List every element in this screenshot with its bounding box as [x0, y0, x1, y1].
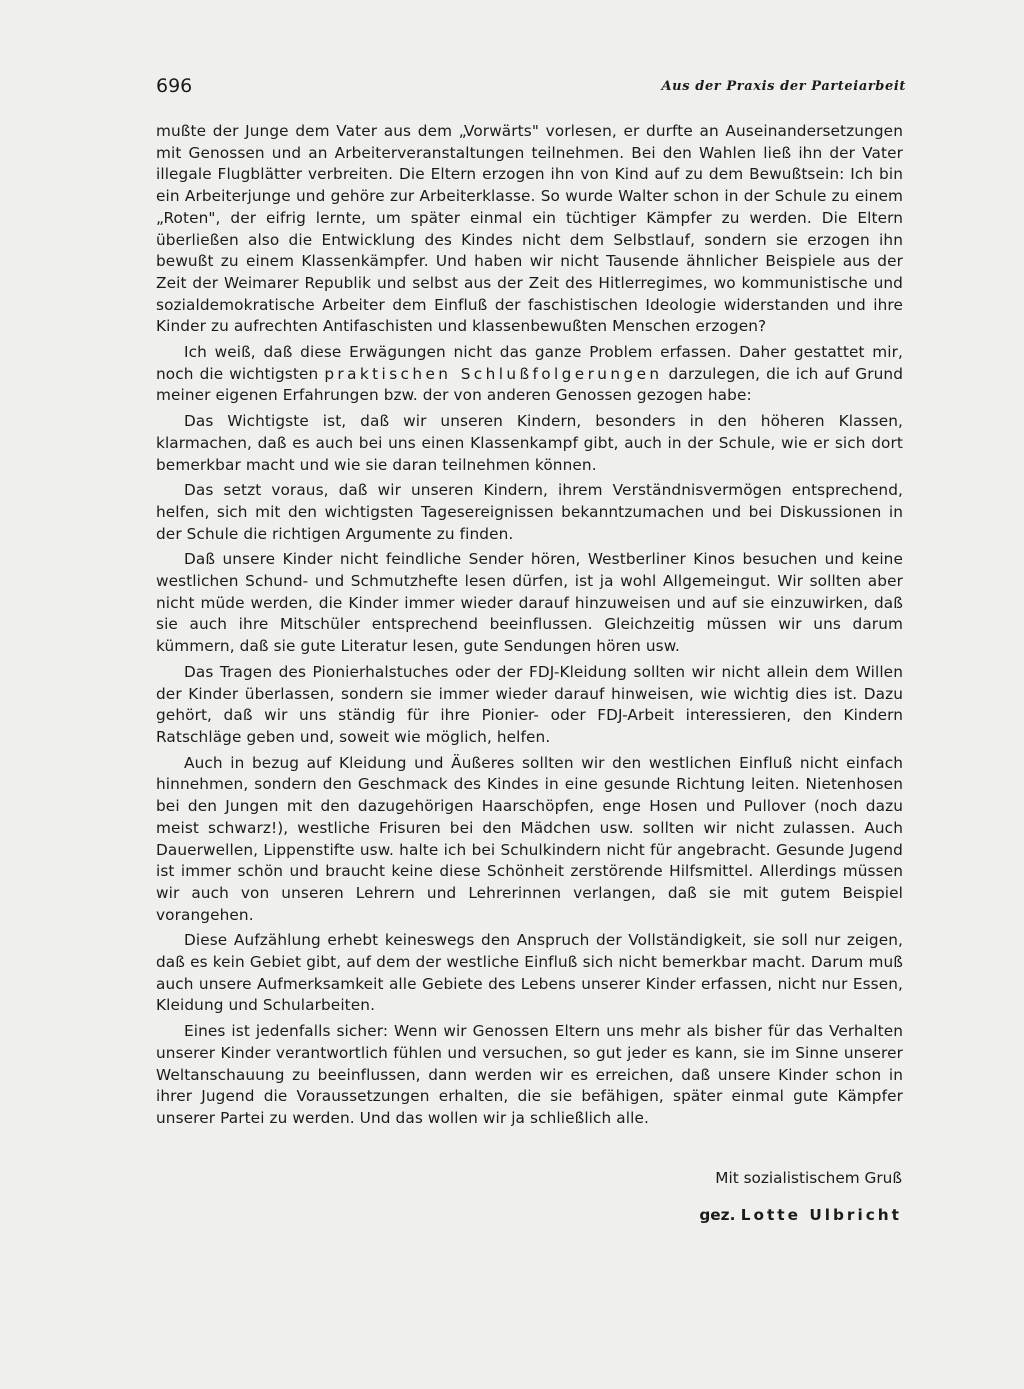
closing-greeting: Mit sozialistischem Gruß	[715, 1169, 902, 1187]
paragraph-4: Das setzt voraus, daß wir unseren Kindern, ihrem Verständnisvermögen entsprechend, helfen, sich mit den wichtigsten Tagesereignissen bekanntzumachen und bei Diskussionen in der Schule die richtigen Argumente zu finden.	[156, 481, 903, 543]
paragraph-5: Daß unsere Kinder nicht feindliche Sender hören, Westberliner Kinos besuchen und keine westlichen Schund- und Schmutzhefte lesen dürfen, ist ja wohl Allgemeingut. Wir sollten aber nicht müde werden, die Kinder immer wieder darauf hinzuweisen und auf sie einzuwirken, daß sie auch ihre Mitschüler entsprechend beeinflussen. Gleichzeitig müssen wir uns darum kümmern, daß sie gute Literatur lesen, gute Sendungen hören usw.	[156, 550, 903, 656]
paragraph-6: Das Tragen des Pionierhalstuches oder der FDJ-Kleidung sollten wir nicht allein dem Willen der Kinder überlassen, sondern sie immer wieder darauf hinweisen, wie wichtig dies ist. Dazu gehört, daß wir uns ständig für ihre Pionier- oder FDJ-Arbeit interessieren, den Kindern Ratschläge geben und, soweit wie möglich, helfen.	[156, 662, 903, 746]
page-number: 696	[156, 75, 193, 97]
paragraph-7: Auch in bezug auf Kleidung und Äußeres sollten wir den westlichen Einfluß nicht einfach hinnehmen, sondern den Geschmack des Kindes in eine gesunde Richtung leiten. Nietenhosen bei den Jungen mit den dazugehörigen Haarschöpfen, enge Hosen und Pullover (noch dazu meist schwarz!), westliche Frisuren bei den Mädchen usw. sollten wir nicht zulassen. Auch Dauerwellen, Lippenstifte usw. halte ich bei Schulkindern nicht für angebracht. Gesunde Jugend ist immer schön und braucht keine diese Schönheit zerstörende Hilfsmittel. Allerdings müssen wir auch von unseren Lehrern und Lehrerinnen verlangen, daß sie mit gutem Beispiel vorangehen.	[156, 753, 903, 924]
paragraph-9: Eines ist jedenfalls sicher: Wenn wir Genossen Eltern uns mehr als bisher für das Verhalten unserer Kinder verantwortlich fühlen und versuchen, so gut jeder es kann, sie im Sinne unserer Weltanschauung zu beeinflussen, dann werden wir es erreichen, daß unsere Kinder schon in ihrer Jugend die Voraussetzungen erhalten, die sie befähigen, später einmal gute Kämpfer unserer Partei zu werden. Und das wollen wir ja schließlich alle.	[156, 1022, 903, 1127]
signature-prefix: gez.	[699, 1206, 736, 1224]
paragraph-2	[156, 342, 903, 407]
article-body	[156, 121, 903, 1130]
signature-name: Lotte Ulbricht	[740, 1206, 902, 1224]
signature	[502, 1205, 902, 1226]
paragraph-3: Das Wichtigste ist, daß wir unseren Kindern, besonders in den höheren Klassen, klarmachen, daß es auch bei uns einen Klassenkampf gibt, auch in der Schule, wie er sich dort bemerkbar macht und wie sie daran teilnehmen können.	[156, 412, 903, 474]
paragraph-8: Diese Aufzählung erhebt keineswegs den Anspruch der Vollständigkeit, sie soll nur zeigen, daß es kein Gebiet gibt, auf dem der westliche Einfluß sich nicht bemerkbar macht. Darum muß auch unsere Aufmerksamkeit alle Gebiete des Lebens unserer Kinder erfassen, nicht nur Essen, Kleidung und Schularbeiten.	[156, 931, 903, 1015]
paragraph-2-before: Ich weiß, daß diese Erwägungen nicht das ganze Problem erfassen. Daher gestattet mir, noch die wichtigsten	[156, 343, 903, 383]
paragraph-2-after: darzulegen, die ich auf Grund meiner eigenen Erfahrungen bzw. der von anderen Genossen gezogen habe:	[156, 364, 903, 405]
page-header	[156, 74, 906, 102]
paragraph-1: mußte der Junge dem Vater aus dem „Vorwärts" vorlesen, er durfte an Auseinandersetzungen mit Genossen und an Arbeiterveranstaltungen teilnehmen. Bei den Wahlen ließ ihn der Vater illegale Flugblätter verbreiten. Die Eltern erzogen ihn von Kind auf zu dem Bewußtsein: Ich bin ein Arbeiterjunge und gehöre zur Arbeiterklasse. So wurde Walter schon in der Schule zu einem „Roten", der eifrig lernte, um später einmal ein tüchtiger Kämpfer zu werden. Die Eltern überließen also die Entwicklung des Kindes nicht dem Selbstlauf, sondern sie erzogen ihn bewußt zu einem Klassenkämpfer. Und haben wir nicht Tausende ähnlicher Beispiele aus der Zeit der Weimarer Republik und selbst aus der Zeit des Hitlerregimes, wo kommunistische und sozialdemokratische Arbeiter dem Einfluß der faschistischen Ideologie widerstanden und ihre Kinder zu aufrechten Antifaschisten und klassenbewußten Menschen erzogen?	[156, 122, 903, 336]
paragraph-2-emphasis: praktischen Schlußfolgerungen	[324, 364, 663, 383]
running-title: Aus der Praxis der Parteiarbeit	[661, 79, 906, 94]
